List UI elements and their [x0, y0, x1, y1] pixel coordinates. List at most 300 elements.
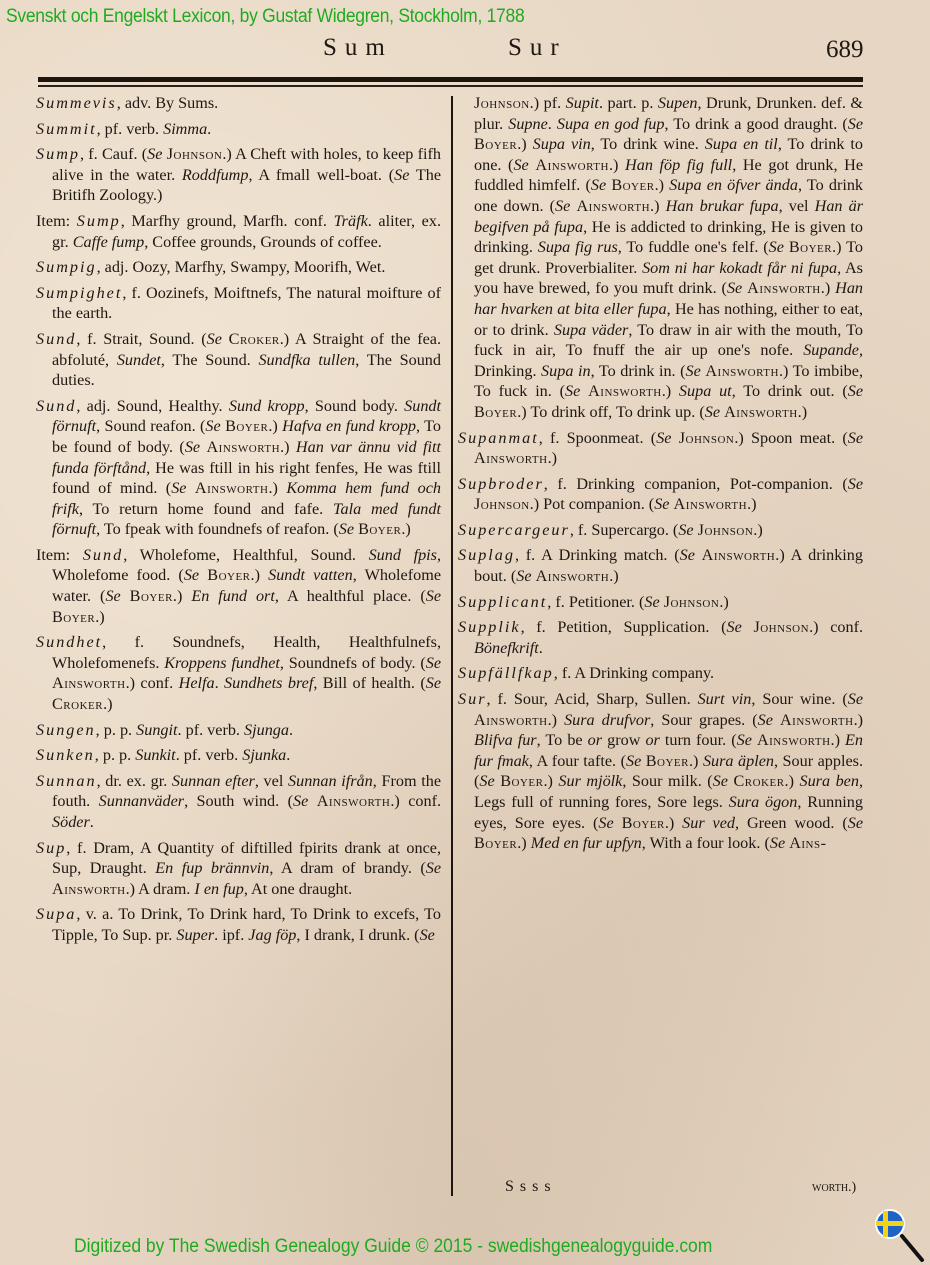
italic-phrase: Se	[726, 279, 743, 298]
signature-mark: Ssss	[505, 1178, 557, 1195]
definition-text: , f. Petition, Supplication. (	[520, 618, 727, 637]
definition-text: , f. Petitioner. (	[547, 592, 645, 611]
definition-text: .)	[250, 566, 269, 585]
italic-phrase: Se	[419, 925, 435, 944]
source-reference: Ainsworth	[206, 437, 281, 456]
definition-text: , He was ftill in his right fenfes, He was ftill found of mind. (	[52, 458, 441, 498]
italic-phrase: Söder	[52, 813, 90, 831]
source-reference: Ainsworth	[588, 382, 662, 401]
headword: Summit	[36, 119, 97, 138]
headword: Sump	[36, 145, 80, 164]
italic-phrase: Supande	[803, 341, 859, 360]
dictionary-entry	[36, 745, 441, 766]
italic-phrase: I en fup	[194, 879, 244, 898]
italic-phrase: Bönefkrift	[474, 638, 539, 657]
italic-phrase: Sjunga	[244, 720, 289, 739]
dictionary-entry	[458, 689, 863, 854]
definition-text: , Sour wine. (	[751, 690, 848, 709]
dictionary-entry	[36, 211, 441, 252]
italic-phrase: Se	[847, 690, 864, 709]
source-reference: Boyer	[52, 607, 96, 626]
headword: Summevis	[36, 94, 117, 112]
definition-text: .	[207, 119, 212, 138]
italic-phrase: Sunnan ifrån	[288, 771, 373, 790]
definition-text: , Drinking.	[474, 341, 863, 380]
definition-text: , f. Dram, A Quantity of diftilled fpirits drank at once, Sup, Draught.	[52, 838, 441, 878]
definition-text	[186, 479, 194, 497]
definition-text: , f. Soundnefs, Health, Healthfulnefs, Wholefomenefs.	[52, 633, 441, 672]
definition-text: .)	[547, 710, 565, 729]
source-reference: Boyer	[358, 520, 402, 539]
italic-phrase: En fund ort	[191, 587, 275, 606]
definition-text: , To fuddle one's felf. (	[617, 238, 769, 257]
headword: Suplag	[458, 546, 515, 565]
definition-text: , Soundnefs of body. (	[279, 653, 426, 672]
page-number: 689	[826, 36, 864, 63]
definition-text: , To drink in. (	[590, 361, 686, 380]
italic-phrase: En fur fmak	[474, 731, 864, 770]
definition-text	[580, 382, 588, 400]
running-head-first-word: Sum	[323, 34, 393, 61]
definition-text: , To drink a good draught. (	[664, 114, 848, 133]
italic-phrase: Supa fig rus	[537, 238, 618, 257]
definition-text: , From the fouth.	[52, 771, 442, 811]
definition-text: , With a four look. (	[641, 834, 770, 853]
italic-phrase: Se	[293, 792, 309, 811]
italic-phrase: Se	[679, 546, 695, 565]
definition-text: , p. p.	[94, 746, 136, 765]
definition-text: , As you have brewed, fo you muft drink. (	[474, 258, 863, 298]
italic-phrase: Som ni har kokadt får ni fupa	[642, 258, 838, 277]
definition-text: .)	[95, 607, 105, 626]
source-reference: Boyer	[645, 751, 689, 770]
source-reference: Croker	[228, 329, 280, 348]
definition-text: .)	[747, 495, 757, 514]
definition-text: .) Spoon meat. (	[734, 428, 848, 447]
definition-text: .)	[547, 449, 558, 468]
source-reference: Ainsworth	[52, 879, 126, 898]
italic-phrase: Sundhets bref	[224, 674, 314, 693]
definition-text: .)	[280, 437, 296, 456]
definition-text: , South wind. (	[184, 792, 294, 811]
italic-phrase: Se	[757, 710, 773, 729]
headword: Sundhet	[36, 633, 103, 652]
dictionary-entry	[36, 545, 441, 627]
source-reference: Croker	[733, 772, 785, 791]
source-reference: Ainsworth	[779, 710, 854, 729]
italic-phrase: Se	[847, 813, 864, 832]
definition-text: , To fpeak with foundnefs of reafon. (	[96, 520, 339, 539]
definition-text: .)	[830, 731, 846, 750]
source-reference: Boyer	[788, 238, 833, 257]
definition-text	[773, 711, 780, 729]
definition-text: , Legs full of running fores, Sore legs.	[474, 772, 863, 811]
definition-text: .	[289, 720, 294, 739]
italic-phrase: En fup brännvin	[155, 859, 270, 878]
digitizer-footer: Digitized by The Swedish Genealogy Guide © 2015 - swedishgenealogyguide.com	[74, 1236, 713, 1257]
swedish-flag-magnifier-icon	[872, 1208, 927, 1263]
italic-phrase: Surt vin	[697, 690, 752, 709]
italic-phrase: Han har hvarken at bita eller fupa	[474, 279, 864, 318]
headword: Sunken	[36, 746, 95, 765]
headword: Sumpig	[36, 258, 97, 277]
definition-text: .)	[664, 813, 683, 832]
italic-phrase: Se	[726, 618, 742, 637]
italic-phrase: Se	[847, 474, 863, 493]
definition-text: Item:	[36, 211, 77, 230]
italic-phrase: Se	[678, 520, 694, 539]
definition-text: , To drink one down. (	[474, 176, 864, 215]
headword: Sund	[36, 329, 77, 348]
definition-text: , The Sound.	[160, 350, 259, 369]
definition-text: , To be found of body. (	[52, 417, 442, 456]
italic-phrase: Se	[704, 402, 721, 421]
italic-phrase: Kroppens fundhet	[164, 653, 280, 672]
headword: Sumpighet	[36, 283, 123, 302]
italic-phrase: Sura äplen	[702, 751, 774, 770]
italic-phrase: Se	[513, 155, 529, 174]
definition-text: , Green wood. (	[735, 813, 848, 832]
headword: Supa	[36, 905, 77, 924]
digitizer-banner: Svenskt och Engelskt Lexicon, by Gustaf Widegren, Stockholm, 1788	[6, 6, 525, 27]
definition-text: .) A Cheft with holes, to keep fifh alive in the water.	[52, 145, 441, 184]
italic-phrase: Se	[644, 592, 660, 611]
source-reference: Ainsworth	[705, 361, 779, 380]
definition-text: .)	[853, 710, 863, 729]
definition-text: , Sound body.	[304, 396, 405, 415]
dictionary-entry	[36, 904, 441, 945]
definition-text: , To draw in air with the mouth, To fuck in air, To fnuff the air up one's nofe.	[474, 320, 864, 360]
italic-phrase: Se	[184, 437, 201, 456]
definition-text: , f. A Drinking company.	[553, 664, 715, 683]
definition-text: .	[538, 638, 543, 657]
italic-phrase: Sunkit	[135, 746, 176, 765]
italic-phrase: Sunnanväder	[98, 792, 185, 811]
italic-phrase: Supa en god fup	[556, 114, 665, 133]
italic-phrase: Sura drufvor	[564, 710, 651, 729]
definition-text: .)	[517, 135, 533, 154]
dictionary-entry	[458, 93, 863, 423]
source-reference: Boyer	[207, 566, 251, 585]
dictionary-entry	[36, 632, 441, 714]
italic-phrase: Se	[768, 238, 784, 257]
definition-text: , dr. ex. gr.	[96, 771, 172, 790]
headword: Supplicant	[458, 592, 548, 611]
definition-text: , Wholefome, Healthful, Sound.	[123, 545, 369, 564]
dictionary-entry	[36, 283, 441, 324]
headword: Sur	[458, 690, 487, 709]
dictionary-entry	[36, 771, 441, 833]
italic-phrase: Sura ögon	[728, 793, 798, 811]
definition-text	[671, 429, 678, 447]
dictionary-entry	[36, 396, 441, 540]
source-reference: Johnson	[678, 428, 735, 447]
dictionary-entry	[458, 428, 863, 469]
italic-phrase: Se	[394, 165, 410, 184]
definition-text: turn four. (	[659, 731, 737, 750]
italic-phrase: Helfa	[178, 674, 215, 693]
italic-phrase: Träfk	[333, 211, 368, 230]
source-reference: Ainsworth	[194, 479, 269, 498]
definition-text: , adj. Oozy, Marfhy, Swampy, Moorifh, Wet.	[96, 258, 386, 277]
source-reference: Ainsworth	[576, 196, 651, 215]
italic-phrase: Se	[425, 674, 442, 693]
headword: Sunnan	[36, 771, 97, 790]
italic-phrase: Sundt förnuft	[52, 396, 441, 436]
source-reference: Ainsworth	[535, 567, 610, 586]
italic-phrase: Se	[847, 428, 864, 447]
italic-phrase: Se	[147, 145, 163, 164]
definition-text: , Wholefome water. (	[52, 566, 441, 606]
italic-phrase: Se	[685, 361, 701, 380]
italic-phrase: Han var ännu vid fitt funda förftånd	[52, 437, 442, 477]
definition-text: , adj. Sound, Healthy.	[76, 396, 229, 415]
dictionary-entry	[458, 592, 863, 613]
definition-text: .)	[543, 772, 559, 791]
definition-text: .	[214, 674, 225, 693]
italic-phrase: or	[645, 731, 660, 750]
definition-text: .) To imbibe, To fuck in. (	[474, 361, 864, 401]
definition-text: , p. p.	[95, 720, 137, 739]
definition-text: .) To drink off, To drink up. (	[517, 402, 705, 421]
definition-text: .)	[609, 567, 619, 586]
italic-phrase: Sunnan efter	[171, 771, 255, 790]
definition-text: .)	[719, 592, 729, 611]
source-reference: Johnson	[663, 592, 720, 611]
definition-text: .)	[517, 834, 531, 853]
italic-phrase: Se	[736, 731, 752, 750]
definition-text: .)	[820, 279, 836, 298]
italic-phrase: Med en fur upfyn	[530, 834, 642, 853]
definition-text: , f. Oozinefs, Moiftnefs, The natural moifture of the earth.	[52, 283, 441, 323]
source-reference: Ainsworth	[474, 710, 548, 729]
source-reference: Croker	[52, 695, 104, 714]
definition-text	[614, 814, 622, 832]
definition-text: .)	[172, 587, 192, 606]
definition-text: , I drank, I drunk. (	[296, 925, 420, 944]
definition-text: .)	[784, 772, 800, 791]
italic-phrase: Se	[656, 428, 672, 447]
italic-phrase: Sjunka	[242, 746, 287, 765]
flag-cross-horizontal	[876, 1221, 904, 1226]
italic-phrase: Komma hem fund och frifk	[52, 479, 442, 518]
italic-phrase: Se	[479, 772, 495, 791]
definition-text: , pf. verb.	[96, 119, 164, 138]
italic-phrase: Se	[555, 196, 571, 215]
italic-phrase: Sundfka tullen	[258, 350, 356, 369]
definition-text: , To drink wine.	[590, 135, 705, 154]
italic-phrase: Se	[625, 751, 642, 770]
definition-text: , Sound reafon. (	[96, 417, 206, 436]
definition-text: .)	[608, 155, 626, 174]
definition-text: .)	[797, 402, 808, 421]
definition-text: .	[547, 114, 557, 133]
definition-text: .	[286, 746, 291, 765]
italic-phrase: Se	[712, 772, 728, 791]
dictionary-entry	[36, 720, 441, 741]
headword: Sund	[36, 396, 77, 415]
source-reference: Ains-	[789, 834, 827, 853]
definition-text: .) conf.	[809, 618, 864, 637]
definition-text: .) conf.	[125, 674, 179, 693]
dictionary-entry	[458, 617, 863, 658]
definition-text: , Marfhy ground, Marfh. conf.	[120, 211, 334, 230]
definition-text: , f. A Drinking match. (	[514, 546, 680, 565]
definition-text: , He got drunk, He fuddled himfelf. (	[474, 155, 864, 195]
italic-phrase: Hafva en fund kropp	[282, 417, 417, 436]
definition-text	[308, 792, 316, 810]
source-reference: Johnson	[474, 495, 530, 514]
source-reference: Ainsworth	[673, 495, 748, 514]
italic-phrase: Sundt vatten	[268, 566, 353, 585]
italic-phrase: Supa ut	[678, 382, 732, 401]
source-reference: Johnson	[753, 618, 810, 637]
dictionary-entry	[458, 520, 863, 541]
definition-text: , A dram of brandy. (	[269, 859, 426, 878]
definition-text: , To return home found and fafe.	[78, 499, 333, 518]
definition-text: .)	[401, 520, 411, 539]
definition-text	[121, 587, 130, 605]
italic-phrase: Sundet	[116, 350, 161, 369]
definition-text: . pf. verb.	[177, 720, 245, 739]
definition-text: grow	[602, 731, 646, 750]
magnifier-handle	[902, 1236, 922, 1260]
dictionary-entry	[458, 663, 863, 684]
italic-phrase: Se	[654, 495, 670, 514]
definition-text: .)	[753, 520, 763, 539]
italic-phrase: Super	[176, 925, 215, 944]
definition-text: . ipf.	[214, 925, 249, 944]
definition-text: .)	[103, 695, 113, 714]
italic-phrase: Se	[769, 834, 786, 853]
definition-text: .)	[654, 176, 670, 195]
italic-phrase: Se	[598, 813, 614, 832]
italic-phrase: Sungit	[136, 720, 178, 739]
definition-text: , vel	[778, 196, 815, 215]
definition-text: .) Pot companion. (	[529, 495, 655, 514]
definition-text: , Sour apples. (	[474, 751, 864, 791]
italic-phrase: Se	[206, 329, 222, 348]
source-reference: Ainsworth	[52, 674, 126, 693]
italic-phrase: Han brukar fupa	[665, 196, 779, 215]
italic-phrase: Supen	[657, 94, 698, 112]
italic-phrase: Se	[847, 114, 863, 133]
definition-text: .)	[268, 479, 287, 498]
definition-text: .) A dram.	[125, 879, 195, 898]
dictionary-entry	[36, 144, 441, 206]
definition-text: , f. Sour, Acid, Sharp, Sullen.	[486, 690, 698, 709]
definition-text: .)	[661, 382, 679, 401]
italic-phrase: or	[587, 731, 603, 750]
headword: Sungen	[36, 720, 96, 739]
definition-text: , Drunk, Drunken. def. & plur.	[474, 94, 864, 133]
italic-phrase: Se	[205, 417, 221, 436]
definition-text: , He has nothing, either to eat, or to drink.	[474, 299, 863, 339]
italic-phrase: Sund kropp	[228, 396, 305, 415]
italic-phrase: Sur ved	[682, 813, 736, 832]
italic-phrase: Se	[171, 479, 187, 498]
italic-phrase: Sur mjölk	[558, 772, 623, 791]
definition-text: , Running eyes, Sore eyes. (	[474, 793, 863, 832]
italic-phrase: Sura ben	[799, 772, 859, 791]
headword: Supplik	[458, 618, 521, 637]
source-reference: Ainsworth	[756, 731, 831, 750]
definition-text: , f. Supercargo. (	[569, 520, 679, 539]
column-divider	[451, 96, 453, 1196]
running-head	[0, 34, 930, 64]
source-reference: Ainsworth	[747, 279, 821, 298]
definition-text: , vel	[254, 771, 289, 790]
source-reference: Boyer	[474, 834, 518, 853]
italic-phrase: Simma	[163, 119, 208, 138]
definition-text: .) pf.	[529, 94, 566, 112]
definition-text: .) A Straight of the fea. abfoluté,	[52, 329, 442, 369]
italic-phrase: Supit	[565, 94, 599, 112]
italic-phrase: Se	[425, 587, 441, 606]
headword: Sump	[76, 211, 121, 230]
italic-phrase: Se	[590, 176, 607, 195]
definition-text: , To drink out. (	[731, 382, 848, 401]
italic-phrase: Se	[425, 653, 441, 672]
definition-text	[222, 330, 229, 348]
headword: Sup	[36, 838, 67, 857]
italic-phrase: Se	[425, 859, 442, 878]
headword: Sund	[82, 545, 124, 564]
definition-text: , adv. By Sums.	[116, 94, 219, 112]
definition-text: , Bill of health. (	[313, 674, 426, 693]
italic-phrase: Roddfump	[181, 165, 249, 184]
italic-phrase: Supa en til	[704, 135, 778, 154]
source-reference: Ainsworth	[535, 155, 609, 174]
source-reference: Johnson	[474, 94, 530, 112]
definition-text: The Britifh Zoology.)	[52, 165, 442, 205]
italic-phrase: Caffe fump	[72, 232, 145, 251]
definition-text: , f. Spoonmeat. (	[538, 428, 657, 447]
source-reference: Ainsworth	[724, 402, 798, 421]
source-reference: Boyer	[500, 772, 544, 791]
definition-text: , Sour grapes. (	[650, 710, 758, 729]
definition-text	[695, 546, 702, 564]
italic-phrase: Se	[565, 382, 581, 401]
italic-phrase: Se	[847, 382, 864, 401]
definition-text: .)	[689, 751, 703, 770]
definition-text: , f. Cauf. (	[79, 145, 148, 164]
definition-text: , The Sound duties.	[52, 350, 441, 390]
italic-phrase: Se	[183, 566, 200, 585]
italic-phrase: Han föp fig full	[625, 155, 733, 174]
source-reference: Boyer	[474, 402, 518, 421]
italic-phrase: Sund fpis	[368, 545, 437, 564]
dictionary-entry	[36, 329, 441, 391]
definition-text: . aliter, ex. gr.	[52, 211, 441, 251]
italic-phrase: Supne	[508, 114, 548, 133]
headword: Supanmat	[458, 428, 539, 447]
italic-phrase: Supa väder	[553, 320, 629, 339]
definition-text: , Coffee grounds, Grounds of coffee.	[144, 232, 382, 251]
definition-text: .)	[268, 417, 283, 436]
source-reference: Boyer	[611, 176, 655, 195]
definition-text: , Wholefome food. (	[52, 545, 442, 585]
definition-text: , A four tafte. (	[528, 751, 626, 770]
definition-text: .) conf.	[390, 792, 442, 811]
dictionary-entry	[458, 474, 863, 515]
definition-text	[742, 618, 754, 636]
headword: Supercargeur	[458, 520, 570, 539]
definition-text: , To be	[536, 731, 588, 750]
italic-phrase: Se	[105, 587, 121, 606]
italic-phrase: Tala med fundt förnuft	[52, 499, 441, 539]
definition-text: , To drink to one. (	[474, 135, 863, 174]
